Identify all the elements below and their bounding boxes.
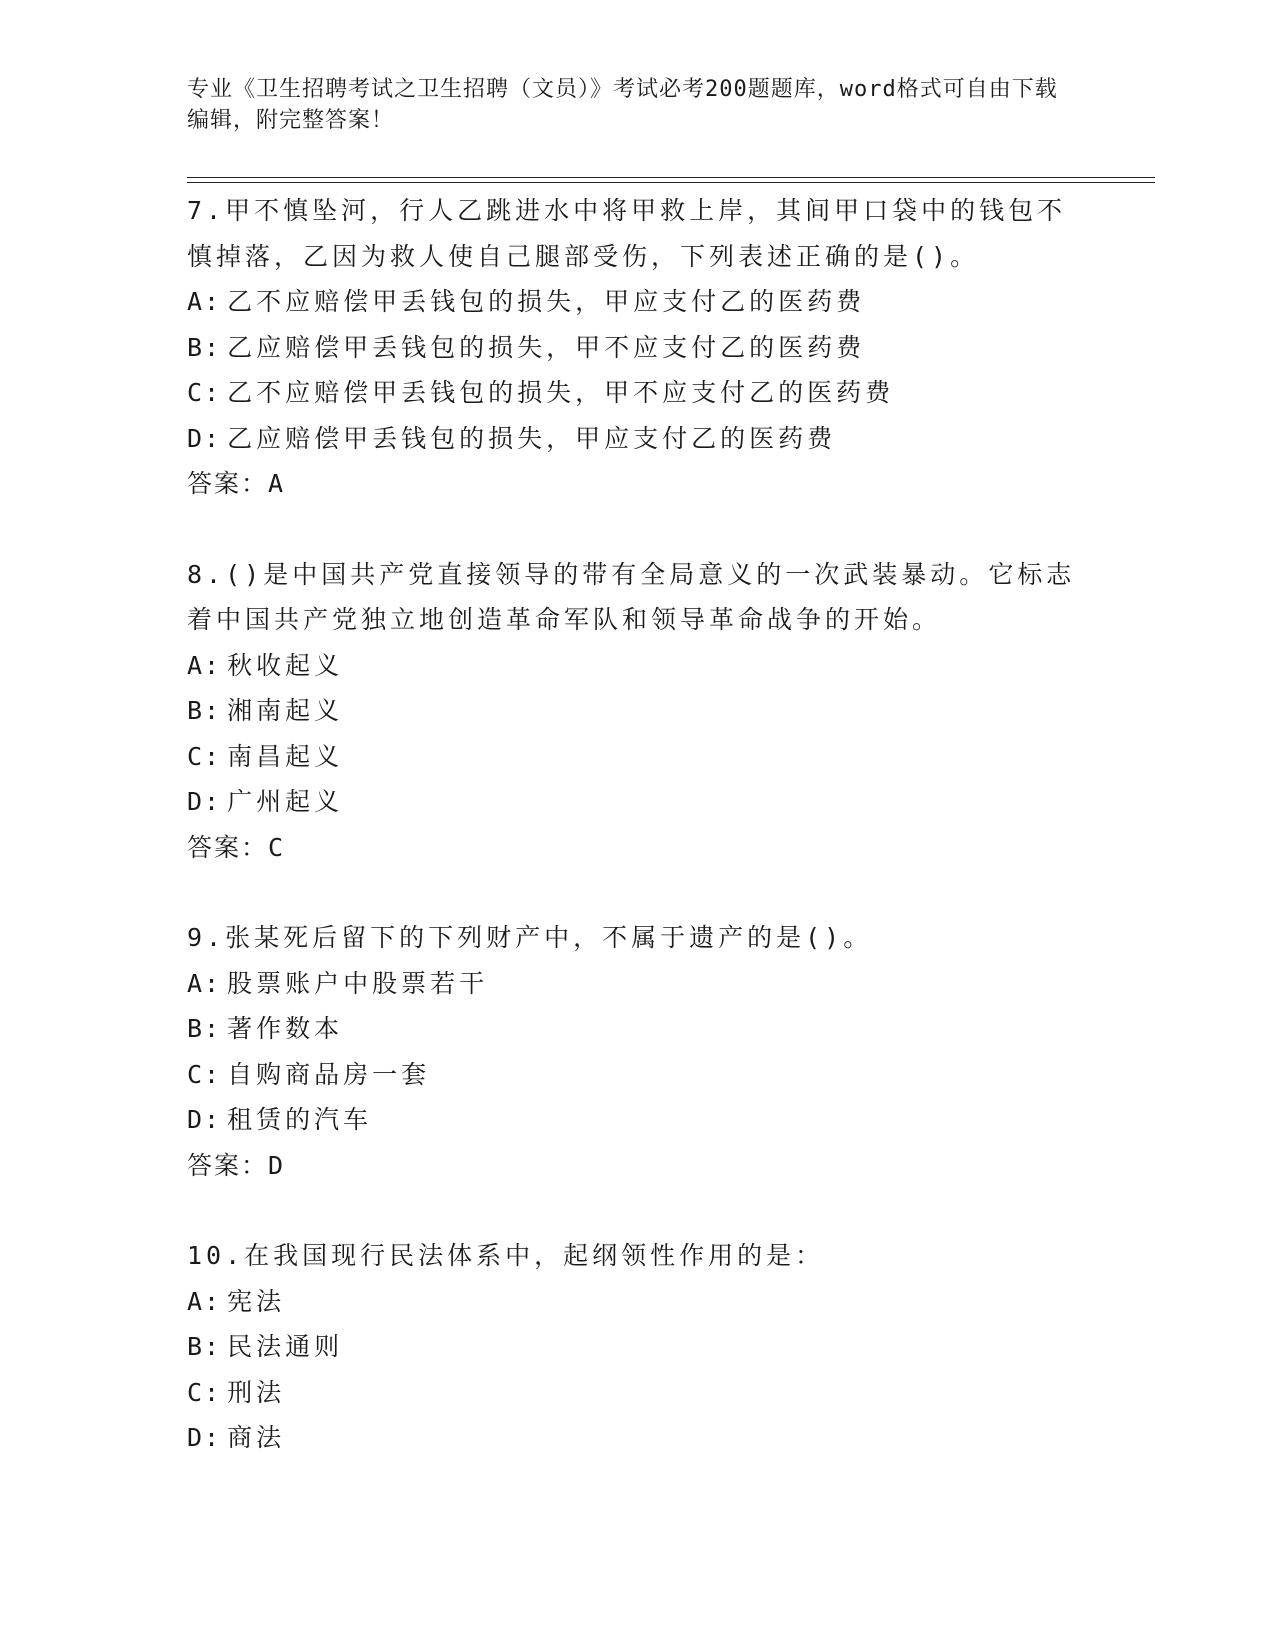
option-d [187,779,1087,825]
option-d [187,1097,1087,1143]
option-text: 湘南起义 [227,696,344,725]
option-label: D: [187,1423,222,1452]
option-label: B: [187,696,222,725]
option-label: C: [187,378,222,407]
option-text: 民法通则 [227,1332,344,1361]
question-7 [187,188,1087,507]
option-b [187,688,1087,734]
option-text: 股票账户中股票若干 [227,968,489,998]
option-text: 商法 [227,1423,286,1452]
option-b [187,1006,1087,1052]
header-divider-bottom [187,182,1155,183]
question-text: 9.张某死后留下的下列财产中，不属于遗产的是()。 [187,923,873,952]
option-text: 秋收起义 [227,650,344,680]
option-a [187,961,1087,1007]
question-text: 10.在我国现行民法体系中，起纲领性作用的是： [187,1241,825,1270]
option-label: C: [187,1059,222,1089]
answer-label: 答案： [187,1150,269,1180]
option-c [187,1370,1087,1416]
option-a [187,279,1087,325]
option-d [187,416,1087,462]
option-label: C: [187,1377,222,1407]
option-c [187,1052,1087,1098]
option-label: C: [187,741,222,771]
option-a [187,643,1087,689]
option-text: 乙不应赔偿甲丢钱包的损失，甲不应支付乙的医药费 [227,378,895,407]
document-header: 专业《卫生招聘考试之卫生招聘（文员）》考试必考200题题库，word格式可自由下载编辑，附完整答案！ [187,77,1058,133]
option-text: 宪法 [227,1286,286,1316]
answer-label: 答案： [187,832,269,862]
option-text: 广州起义 [227,787,344,816]
option-d [187,1415,1087,1461]
option-label: A: [187,287,222,316]
answer-value: D [268,1150,286,1180]
answer [187,1143,1087,1189]
option-text: 著作数本 [227,1014,344,1043]
answer-value: A [268,469,286,498]
question-10 [187,1233,1087,1461]
option-label: D: [187,787,222,816]
answer-value: C [268,832,286,862]
question-list [187,188,1087,1506]
option-c [187,370,1087,416]
option-text: 乙不应赔偿甲丢钱包的损失，甲应支付乙的医药费 [227,287,866,316]
option-text: 自购商品房一套 [227,1059,431,1089]
option-label: D: [187,423,222,453]
answer [187,825,1087,871]
option-text: 刑法 [227,1377,286,1407]
option-label: B: [187,1332,222,1361]
header-divider-top [187,177,1155,178]
option-c [187,734,1087,780]
option-text: 租赁的汽车 [227,1105,373,1134]
option-text: 乙应赔偿甲丢钱包的损失，甲不应支付乙的医药费 [227,332,866,362]
option-b [187,1324,1087,1370]
answer [187,461,1087,507]
question-9 [187,915,1087,1188]
question-8 [187,552,1087,871]
option-label: A: [187,1286,222,1316]
question-text: 7.甲不慎坠河，行人乙跳进水中将甲救上岸，其间甲口袋中的钱包不 慎掉落，乙因为救人使自己腿部受伤，下列表述正确的是()。 [187,196,1067,271]
question-text: 8.()是中国共产党直接领导的带有全局意义的一次武装暴动。它标志 着中国共产党独立地创造革命军队和领导革命战争的开始。 [187,559,1076,634]
option-label: A: [187,650,222,680]
option-label: B: [187,1014,222,1043]
option-label: B: [187,332,222,362]
option-label: A: [187,968,222,998]
option-a [187,1279,1087,1325]
option-b [187,325,1087,371]
answer-label: 答案： [187,469,269,498]
option-text: 南昌起义 [227,741,344,771]
option-label: D: [187,1105,222,1134]
option-text: 乙应赔偿甲丢钱包的损失，甲应支付乙的医药费 [227,423,837,453]
